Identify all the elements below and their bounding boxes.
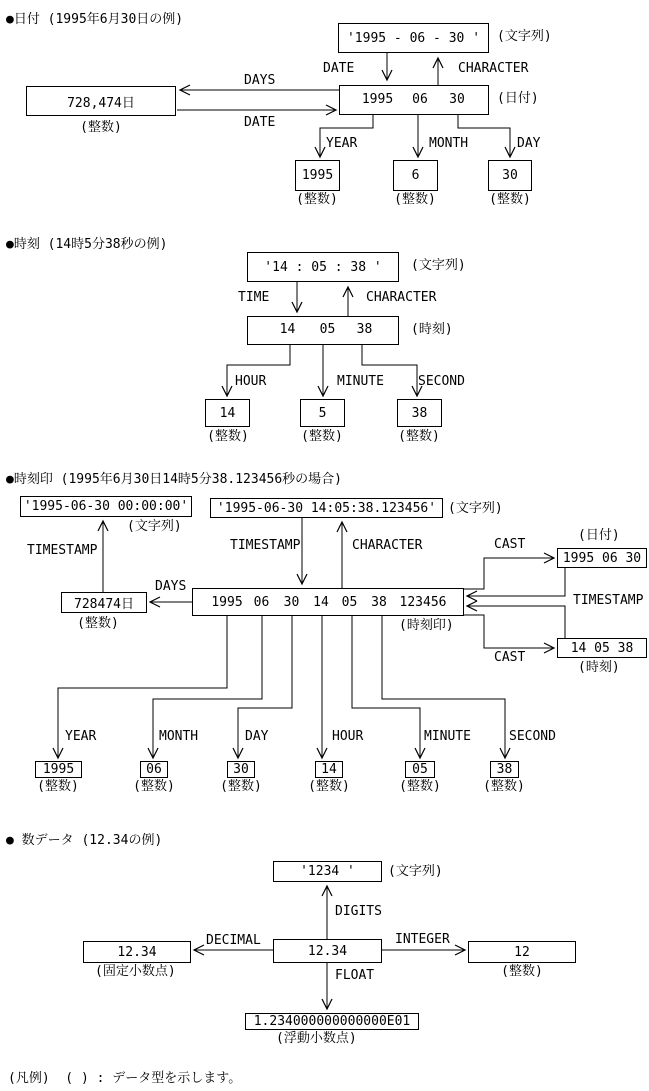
ts-year-type-label: (整数): [37, 779, 79, 794]
cast-date-type-label: (日付): [578, 528, 620, 543]
cast-bottom-op-label: CAST: [494, 650, 526, 665]
character-op-label: CHARACTER: [458, 61, 529, 76]
number-center-box: 12.34: [273, 939, 382, 963]
digits-op-label: DIGITS: [335, 904, 382, 919]
minute-op-label: MINUTE: [337, 374, 384, 389]
date-month-field: 06: [412, 92, 428, 107]
time-type-label: (時刻): [411, 322, 453, 337]
date-year-field: 1995: [361, 92, 394, 107]
ts-hour-value-box: 14: [315, 761, 343, 778]
ts-year-field: 1995: [211, 595, 243, 610]
day-type-label: (整数): [489, 192, 531, 207]
timestamp-date-string-box: '1995-06-30 00:00:00': [20, 496, 192, 517]
minute-type-label: (整数): [301, 429, 343, 444]
integer-value-box: 12: [468, 941, 576, 963]
date-value-box: [339, 85, 489, 115]
ts-day-value-box: 30: [227, 761, 255, 778]
decimal-value-box: 12.34: [83, 941, 191, 963]
float-value-box: 1.234000000000000E01: [245, 1013, 419, 1030]
time-value-box: [247, 316, 399, 345]
number-string-box: '1234 ': [273, 861, 382, 882]
year-type-label: (整数): [296, 192, 338, 207]
ts-minute-type-label: (整数): [399, 779, 441, 794]
timestamp-days-type-label: (整数): [77, 616, 119, 631]
minute-value-box: 5: [300, 399, 345, 427]
ts-second-field: 38: [371, 595, 387, 610]
timestamp-type-label: (時刻印): [399, 618, 454, 633]
hour-op-label: HOUR: [235, 374, 267, 389]
date-op-label: DATE: [323, 61, 355, 76]
cast-time-box: 14 05 38: [557, 638, 647, 658]
ts-month-op-label: MONTH: [159, 729, 199, 744]
ts-year-op-label: YEAR: [65, 729, 97, 744]
day-value-box: 30: [488, 160, 532, 191]
month-type-label: (整数): [394, 192, 436, 207]
year-op-label: YEAR: [326, 136, 358, 151]
cast-time-type-label: (時刻): [578, 660, 620, 675]
ts-day-op-label: DAY: [245, 729, 269, 744]
second-op-label: SECOND: [418, 374, 465, 389]
ts-hour-type-label: (整数): [308, 779, 350, 794]
timestamp-character-op-label: CHARACTER: [352, 538, 423, 553]
time-string-box: '14 : 05 : 38 ': [247, 252, 399, 282]
number-section-title: ● 数データ (12.34の例): [6, 833, 163, 848]
integer-type-label: (整数): [501, 964, 543, 979]
ts-hour-field: 14: [313, 595, 329, 610]
time-string-type-label: (文字列): [411, 258, 466, 273]
integer-op-label: INTEGER: [395, 932, 450, 947]
hour-type-label: (整数): [207, 429, 249, 444]
day-op-label: DAY: [517, 136, 541, 151]
ts-minute-op-label: MINUTE: [424, 729, 471, 744]
timestamp-date-string-type-label: (文字列): [127, 519, 182, 534]
month-value-box: 6: [393, 160, 438, 191]
number-string-type-label: (文字列): [388, 864, 443, 879]
cast-top-op-label: CAST: [494, 537, 526, 552]
time-op-label: TIME: [238, 290, 270, 305]
date-type-label: (日付): [497, 91, 539, 106]
time-minute-field: 05: [319, 322, 336, 337]
ts-year-value-box: 1995: [35, 761, 82, 778]
ts-second-value-box: 38: [490, 761, 519, 778]
float-op-label: FLOAT: [335, 968, 375, 983]
days-op-label: DAYS: [244, 73, 276, 88]
second-value-box: 38: [397, 399, 442, 427]
ts-second-type-label: (整数): [483, 779, 525, 794]
date-section-title: ●日付 (1995年6月30日の例): [6, 12, 184, 27]
date-string-box: '1995 - 06 - 30 ': [338, 23, 489, 53]
ts-day-type-label: (整数): [220, 779, 262, 794]
decimal-op-label: DECIMAL: [206, 933, 261, 948]
ts-day-field: 30: [283, 595, 300, 610]
date-string-type-label: (文字列): [497, 29, 552, 44]
days-integer-type-label: (整数): [80, 120, 122, 135]
time-hour-field: 14: [279, 322, 296, 337]
timestamp-section-title: ●時刻印 (1995年6月30日14時5分38.123456秒の場合): [6, 472, 343, 487]
fixed-decimal-type-label: (固定小数点): [95, 964, 176, 979]
timestamp-right-op-label: TIMESTAMP: [573, 593, 644, 608]
ts-fraction-field: 123456: [399, 595, 447, 610]
ts-hour-op-label: HOUR: [332, 729, 364, 744]
date-day-field: 30: [449, 92, 465, 107]
date-op-left-label: DATE: [244, 115, 276, 130]
ts-minute-value-box: 05: [405, 761, 435, 778]
time-character-op-label: CHARACTER: [366, 290, 437, 305]
timestamp-full-string-box: '1995-06-30 14:05:38.123456': [210, 498, 443, 518]
ts-second-op-label: SECOND: [509, 729, 556, 744]
ts-month-value-box: 06: [140, 761, 168, 778]
ts-minute-field: 05: [341, 595, 358, 610]
days-value-box: 728,474日: [26, 86, 176, 116]
legend-note: (凡例) ( ) : データ型を示します。: [8, 1071, 242, 1086]
second-type-label: (整数): [398, 429, 440, 444]
hour-value-box: 14: [205, 399, 250, 427]
month-op-label: MONTH: [429, 136, 469, 151]
time-second-field: 38: [356, 322, 373, 337]
timestamp-days-box: 728474日: [61, 592, 147, 613]
timestamp-mid-op-label: TIMESTAMP: [230, 538, 301, 553]
time-section-title: ●時刻 (14時5分38秒の例): [6, 237, 168, 252]
cast-date-box: 1995 06 30: [557, 548, 647, 568]
timestamp-left-op-label: TIMESTAMP: [27, 543, 98, 558]
timestamp-value-box: [192, 588, 464, 616]
ts-month-type-label: (整数): [133, 779, 175, 794]
timestamp-days-op-label: DAYS: [155, 579, 187, 594]
year-value-box: 1995: [295, 160, 340, 191]
ts-month-field: 06: [253, 595, 270, 610]
timestamp-full-string-type-label: (文字列): [448, 501, 503, 516]
floating-point-type-label: (浮動小数点): [276, 1031, 357, 1046]
